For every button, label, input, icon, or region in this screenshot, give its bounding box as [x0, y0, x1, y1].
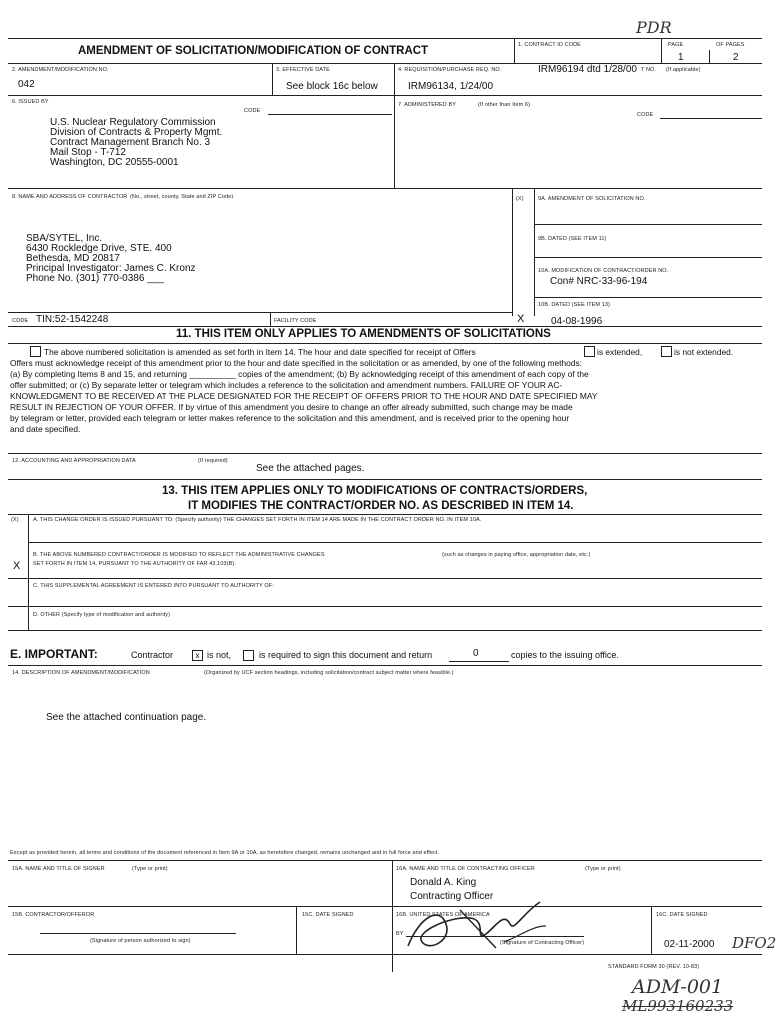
- contractor-line-1: SBA/SYTEL, Inc.: [26, 233, 103, 244]
- item-11-line-6: RESULT IN REJECTION OF YOUR OFFER. If by virtue of this amendment you desire to change an offer already submitted, such change may be made: [10, 402, 573, 412]
- is-not-extended-checkbox[interactable]: [661, 346, 672, 357]
- label-16c: 16C. DATE SIGNED: [656, 912, 708, 918]
- item-13-b-line-2: SET FORTH IN ITEM 14, PURSUANT TO THE AUTHORITY OF FAR 43.103(B).: [33, 561, 236, 567]
- signature-person-caption: (Signature of person authorized to sign): [90, 938, 191, 944]
- page-number: 1: [678, 52, 684, 63]
- requisition-value-2: IRM96134, 1/24/00: [408, 81, 494, 92]
- label-16b: 16B. UNITED STATES OF AMERICA: [396, 912, 490, 918]
- form-title: AMENDMENT OF SOLICITATION/MODIFICATION OF CONTRACT: [78, 45, 429, 57]
- handwritten-code-2: ML993160233: [622, 997, 734, 1015]
- administered-by-code-label: CODE: [637, 112, 654, 118]
- issued-by-label: 6. ISSUED BY: [12, 99, 49, 105]
- issuer-line-4: Mail Stop - T-712: [50, 147, 126, 158]
- issuer-line-2: Division of Contracts & Property Mgmt.: [50, 127, 223, 138]
- contractor-line-4: Principal Investigator: James C. Kronz: [26, 263, 196, 274]
- contractor-line-5: Phone No. (301) 770-0386 ___: [26, 273, 164, 284]
- label-15a-sub: (Type or print): [132, 866, 168, 872]
- item-14-label: 14. DESCRIPTION OF AMENDMENT/MODIFICATION: [12, 670, 150, 676]
- is-extended-checkbox[interactable]: [584, 346, 595, 357]
- box-9b-label: 9B. DATED (SEE ITEM 11): [538, 236, 607, 242]
- label-16a-sub: (Type or print): [585, 866, 621, 872]
- standard-form-label: STANDARD FORM 30 (REV. 10-83): [608, 964, 700, 970]
- contractor-label: 8. NAME AND ADDRESS OF CONTRACTOR: [12, 194, 128, 200]
- item-13-b-line-1: B. THE ABOVE NUMBERED CONTRACT/ORDER IS MODIFIED TO REFLECT THE ADMINISTRATIVE CHANGES: [33, 552, 325, 558]
- label-16a: 16A. NAME AND TITLE OF CONTRACTING OFFICER: [396, 866, 535, 872]
- item-13-b-sub: (such as changes in paying office, appropriation date, etc.): [442, 552, 591, 558]
- tin-value: TIN:52-1542248: [36, 314, 109, 325]
- is-not-checkbox[interactable]: x: [192, 650, 203, 661]
- item-11-line-5: KNOWLEDGMENT TO BE RECEIVED AT THE PLACE DESIGNATED FOR THE RECEIPT OF OFFERS PRIOR TO THE HOUR AND DATE SPECIFIED MAY: [10, 391, 598, 401]
- issued-by-code-label: CODE: [244, 108, 261, 114]
- contractor-code-label: CODE: [12, 318, 29, 324]
- label-15b: 15B. CONTRACTOR/OFFEROR: [12, 912, 95, 918]
- item-11-line-4: offer submitted; or (c) By separate letter or telegram which includes a reference to the solicitation and amendment numbers. FAILURE OF YOUR AC-: [10, 380, 563, 390]
- date-signed-16c: 02-11-2000: [664, 939, 715, 950]
- page-label: PAGE: [668, 42, 684, 48]
- effective-date-label: 3. EFFECTIVE DATE: [276, 67, 330, 73]
- item-13-title-1: 13. THIS ITEM APPLIES ONLY TO MODIFICATIONS OF CONTRACTS/ORDERS,: [162, 485, 588, 497]
- requisition-label: 4. REQUISITION/PURCHASE REQ. NO.: [398, 67, 502, 73]
- item-12-label: 12. ACCOUNTING AND APPROPRIATION DATA: [12, 458, 136, 464]
- contractor-sub: (No., street, county, State and ZIP Code): [130, 194, 234, 200]
- box-9a-label: 9A. AMENDMENT OF SOLICITATION NO.: [538, 196, 646, 202]
- item-13-x-label: (X): [11, 517, 19, 523]
- officer-title: Contracting Officer: [410, 891, 494, 902]
- item-13-a: A. THIS CHANGE ORDER IS ISSUED PURSUANT TO: (Specify authority) THE CHANGES SET FORTH IN ITEM 14 ARE MADE IN THE CONTRACT ORDER NO. IN ITEM 10A.: [33, 517, 482, 523]
- item-13-d: D. OTHER (Specify type of modification and authority): [33, 612, 171, 618]
- item-11-line-1: The above numbered solicitation is amended as set forth in Item 14. The hour and date specified for receipt of Offers: [44, 347, 476, 357]
- important-rest: is required to sign this document and return: [259, 650, 433, 660]
- item-11-line-3: (a) By completing Items 8 and 15, and returning __________ copies of the amendment; (b) By acknowledging receipt of this amendment of each copy of the: [10, 369, 589, 379]
- is-not-extended-label: is not extended.: [674, 347, 734, 357]
- item-11-line-7: by telegram or letter, provided each telegram or letter makes reference to the solicitation and this amendment, and is received prior to the opening hour: [10, 413, 570, 423]
- item-12-sub: (If required): [198, 458, 228, 464]
- amendment-no-value: 042: [18, 79, 35, 90]
- label-15c: 15C. DATE SIGNED: [302, 912, 354, 918]
- administered-by-sub: (If other than Item 6): [478, 102, 531, 108]
- item-14-sub: (Organized by UCF section headings, including solicitation/contract subject matter where feasible.): [204, 670, 454, 676]
- important-rest-2: copies to the issuing office.: [511, 650, 619, 660]
- issuer-line-5: Washington, DC 20555-0001: [50, 157, 179, 168]
- contractor-line-3: Bethesda, MD 20817: [26, 253, 120, 264]
- box-10b-value: 04-08-1996: [551, 316, 603, 327]
- by-label: BY: [396, 931, 404, 937]
- is-extended-label: is extended,: [597, 347, 643, 357]
- item-11-title: 11. THIS ITEM ONLY APPLIES TO AMENDMENTS OF SOLICITATIONS: [176, 328, 551, 340]
- box-10-x-mark: X: [517, 313, 525, 325]
- important-contractor: Contractor: [131, 650, 174, 660]
- page-count: 2: [733, 52, 739, 63]
- amendment-no-label: 2. AMENDMENT/MODIFICATION NO.: [12, 67, 109, 73]
- officer-signature: [400, 896, 550, 956]
- except-clause: Except as provided herein, all terms and conditions of the document referenced in Item 9A or 10A, as heretofore changed, remains unchanged and in full force and effect.: [10, 850, 440, 856]
- handwritten-initial: DFO2: [732, 934, 776, 952]
- contractor-line-2: 6430 Rockledge Drive, STE. 400: [26, 243, 172, 254]
- of-pages-label: OF PAGES: [716, 42, 745, 48]
- copies-count: 0: [473, 648, 479, 659]
- x-column-label: (X): [516, 196, 524, 202]
- item-11-line-8: and date specified.: [10, 424, 81, 434]
- project-no-sub: (If applicable): [666, 67, 701, 73]
- item-11-line-2: Offers must acknowledge receipt of this amendment prior to the hour and date specified in the solicitation or as amended, by one of the following methods:: [10, 358, 582, 368]
- issuer-line-3: Contract Management Branch No. 3: [50, 137, 211, 148]
- item-13-c: C. THIS SUPPLEMENTAL AGREEMENT IS ENTERED INTO PURSUANT TO AUTHORITY OF:: [33, 583, 274, 589]
- handwritten-mark-top: PDR: [636, 18, 672, 37]
- project-no-label: T NO.: [641, 67, 657, 73]
- item-13-title-2: IT MODIFIES THE CONTRACT/ORDER NO. AS DESCRIBED IN ITEM 14.: [188, 500, 574, 512]
- item-11-checkbox[interactable]: [30, 346, 41, 357]
- important-label: E. IMPORTANT:: [10, 647, 98, 661]
- item-14-value: See the attached continuation page.: [46, 712, 207, 723]
- item-13-b-x-mark: X: [13, 560, 21, 572]
- officer-name: Donald A. King: [410, 877, 477, 888]
- box-10a-value: Con# NRC-33-96-194: [550, 276, 648, 287]
- handwritten-code-1: ADM-001: [632, 976, 724, 998]
- contract-id-label: 1. CONTRACT ID CODE: [518, 42, 581, 48]
- administered-by-label: 7. ADMINISTERED BY: [398, 102, 457, 108]
- box-10a-label: 10A. MODIFICATION OF CONTRACT/ORDER NO.: [538, 268, 669, 274]
- effective-date-value: See block 16c below: [286, 81, 378, 92]
- issuer-line-1: U.S. Nuclear Regulatory Commission: [50, 117, 216, 128]
- signature-officer-caption: (Signature of Contracting Officer): [500, 940, 585, 946]
- facility-code-label: FACILITY CODE: [274, 318, 317, 324]
- label-15a: 15A. NAME AND TITLE OF SIGNER: [12, 866, 105, 872]
- important-is-not: is not,: [207, 650, 232, 660]
- is-required-checkbox[interactable]: [243, 650, 254, 661]
- item-12-value: See the attached pages.: [256, 463, 365, 474]
- requisition-value-1: IRM96194 dtd 1/28/00: [538, 64, 637, 75]
- box-10b-label: 10B. DATED (SEE ITEM 13): [538, 302, 610, 308]
